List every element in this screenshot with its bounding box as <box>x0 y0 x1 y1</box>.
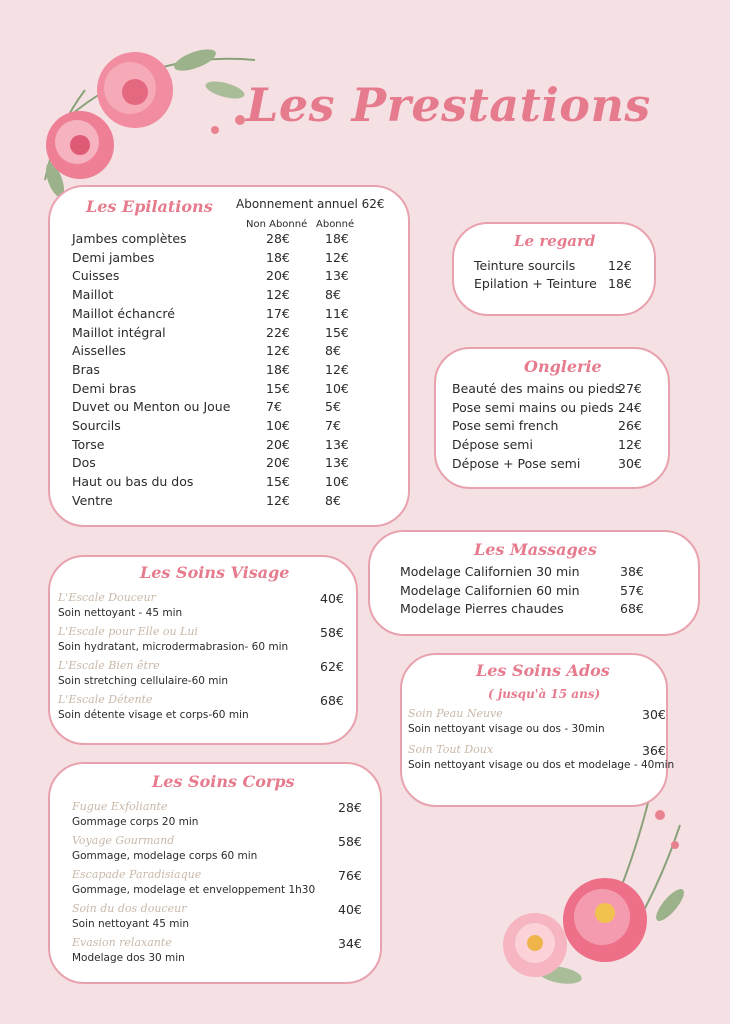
list-item <box>436 437 668 455</box>
service-label: Haut ou bas du dos <box>72 474 194 490</box>
price-non-abonne: 18€ <box>266 361 290 377</box>
price-abonne: 7€ <box>325 418 341 433</box>
col-non-abonne: Non Abonné <box>246 219 308 230</box>
service-price: 30€ <box>642 707 666 722</box>
service-price: 58€ <box>338 834 362 849</box>
service-label: Teinture sourcils <box>474 258 576 273</box>
service-name: L'Escale Douceur <box>58 591 156 604</box>
service-label: Dos <box>72 455 96 471</box>
service-name: Soin du dos douceur <box>72 902 187 915</box>
service-label: Pose semi mains ou pieds <box>452 399 614 415</box>
list-item <box>50 306 408 324</box>
price-abonne: 11€ <box>325 305 349 321</box>
service-price: 26€ <box>618 418 642 434</box>
service-description: Soin nettoyant visage ou dos et modelage - 40min <box>408 759 675 771</box>
price-abonne: 5€ <box>325 399 341 415</box>
service-description: Soin stretching cellulaire-60 min <box>58 675 229 687</box>
massages-card <box>368 530 700 636</box>
price-abonne: 13€ <box>325 436 349 452</box>
service-name: L'Escale Bien être <box>58 659 160 672</box>
service-price: 27€ <box>618 381 642 396</box>
list-item <box>454 276 654 294</box>
service-price: 28€ <box>338 800 362 815</box>
price-non-abonne: 12€ <box>266 287 290 303</box>
service-description: Gommage, modelage et enveloppement 1h30 <box>72 884 316 896</box>
service-name: Evasion relaxante <box>72 936 172 949</box>
list-item <box>370 601 698 619</box>
massages-heading: Les Massages <box>474 540 597 559</box>
price-non-abonne: 15€ <box>266 380 290 396</box>
page-title: Les Prestations <box>246 78 651 132</box>
service-label: Cuisses <box>72 268 120 284</box>
list-item <box>50 381 408 399</box>
service-description: Soin nettoyant - 45 min <box>58 607 183 619</box>
service-label: Maillot intégral <box>72 324 166 340</box>
price-abonne: 15€ <box>325 324 349 340</box>
service-label: Sourcils <box>72 418 121 433</box>
soins-corps-heading: Les Soins Corps <box>152 772 295 791</box>
service-label: Beauté des mains ou pieds <box>452 381 622 396</box>
list-item <box>370 564 698 582</box>
price-abonne: 8€ <box>325 287 341 303</box>
service-description: Soin nettoyant visage ou dos - 30min <box>408 723 605 735</box>
service-price: 57€ <box>620 582 644 598</box>
service-description: Modelage dos 30 min <box>72 952 185 964</box>
list-item <box>50 325 408 343</box>
list-item <box>50 418 408 436</box>
list-item <box>50 362 408 380</box>
service-label: Dépose + Pose semi <box>452 455 581 471</box>
list-item <box>50 231 408 249</box>
onglerie-card <box>434 347 670 489</box>
price-abonne: 12€ <box>325 249 349 265</box>
service-name: L'Escale pour Elle ou Lui <box>58 625 198 638</box>
service-description: Soin nettoyant 45 min <box>72 918 190 930</box>
list-item <box>50 287 408 305</box>
service-label: Torse <box>72 436 105 452</box>
price-non-abonne: 10€ <box>266 418 290 433</box>
price-non-abonne: 17€ <box>266 305 290 321</box>
peony-flowers-bottom-right <box>490 785 700 1005</box>
service-label: Duvet ou Menton ou Joue <box>72 399 231 415</box>
service-price: 62€ <box>320 659 344 674</box>
service-description: Soin hydratant, microdermabrasion- 60 min <box>58 641 289 653</box>
service-price: 68€ <box>620 601 644 616</box>
service-label: Maillot <box>72 287 114 303</box>
service-label: Modelage Californien 60 min <box>400 582 580 598</box>
list-item <box>50 474 408 492</box>
soins-ados-card <box>400 653 675 807</box>
service-description: Soin détente visage et corps-60 min <box>58 709 249 721</box>
list-item <box>50 399 408 417</box>
list-item <box>50 268 408 286</box>
service-price: 58€ <box>320 625 344 640</box>
epilations-card <box>48 185 410 527</box>
service-price: 40€ <box>320 591 344 606</box>
service-price: 18€ <box>608 276 632 291</box>
list-item <box>370 583 698 601</box>
list-item <box>454 258 654 276</box>
price-non-abonne: 20€ <box>266 436 290 452</box>
list-item <box>436 418 668 436</box>
service-name: Escapade Paradisiaque <box>72 868 202 881</box>
price-non-abonne: 7€ <box>266 399 282 415</box>
service-price: 12€ <box>608 258 632 273</box>
list-item <box>50 250 408 268</box>
service-label: Aisselles <box>72 343 126 359</box>
service-label: Modelage Californien 30 min <box>400 564 580 579</box>
list-item <box>50 493 408 511</box>
service-label: Demi jambes <box>72 249 155 265</box>
price-non-abonne: 12€ <box>266 492 290 508</box>
service-label: Jambes complètes <box>72 231 187 246</box>
list-item <box>436 381 668 399</box>
service-description: Gommage corps 20 min <box>72 816 199 828</box>
price-abonne: 8€ <box>325 343 341 359</box>
service-price: 30€ <box>618 455 642 471</box>
service-label: Modelage Pierres chaudes <box>400 601 564 616</box>
service-name: Fugue Exfoliante <box>72 800 168 813</box>
soins-corps-card <box>48 762 382 984</box>
service-label: Ventre <box>72 492 113 508</box>
price-non-abonne: 20€ <box>266 455 290 471</box>
price-abonne: 10€ <box>325 474 349 490</box>
regard-card <box>452 222 656 316</box>
service-name: Soin Tout Doux <box>408 743 494 756</box>
service-price: 76€ <box>338 868 362 883</box>
price-abonne: 13€ <box>325 455 349 471</box>
onglerie-heading: Onglerie <box>524 357 602 376</box>
list-item <box>50 455 408 473</box>
soins-visage-card <box>48 555 358 745</box>
service-label: Bras <box>72 361 100 377</box>
service-price: 38€ <box>620 564 644 579</box>
price-non-abonne: 28€ <box>266 231 290 246</box>
service-label: Dépose semi <box>452 437 533 453</box>
service-name: Soin Peau Neuve <box>408 707 503 720</box>
list-item <box>50 343 408 361</box>
service-price: 12€ <box>618 437 642 453</box>
service-price: 40€ <box>338 902 362 917</box>
soins-visage-heading: Les Soins Visage <box>140 563 290 582</box>
soins-ados-subheading: ( jusqu'à 15 ans) <box>488 687 601 701</box>
service-name: Voyage Gourmand <box>72 834 175 847</box>
price-abonne: 12€ <box>325 361 349 377</box>
subscription-text: Abonnement annuel 62€ <box>236 197 385 211</box>
col-abonne: Abonné <box>316 219 355 230</box>
price-abonne: 10€ <box>325 380 349 396</box>
service-label: Demi bras <box>72 380 137 396</box>
service-label: Pose semi french <box>452 418 559 434</box>
price-non-abonne: 18€ <box>266 249 290 265</box>
price-non-abonne: 15€ <box>266 474 290 490</box>
soins-ados-heading: Les Soins Ados <box>476 661 610 680</box>
list-item <box>50 437 408 455</box>
service-label: Maillot échancré <box>72 305 175 321</box>
price-abonne: 8€ <box>325 492 341 508</box>
service-price: 24€ <box>618 399 642 415</box>
price-non-abonne: 20€ <box>266 268 290 284</box>
epilations-heading: Les Epilations <box>86 197 213 216</box>
list-item <box>436 456 668 474</box>
regard-heading: Le regard <box>514 232 596 250</box>
service-name: L'Escale Détente <box>58 693 153 706</box>
service-description: Gommage, modelage corps 60 min <box>72 850 258 862</box>
list-item <box>436 400 668 418</box>
price-non-abonne: 12€ <box>266 343 290 359</box>
price-non-abonne: 22€ <box>266 324 290 340</box>
price-abonne: 13€ <box>325 268 349 284</box>
service-price: 34€ <box>338 936 362 951</box>
service-price: 36€ <box>642 743 666 758</box>
price-abonne: 18€ <box>325 231 349 246</box>
service-label: Epilation + Teinture <box>474 276 597 291</box>
service-price: 68€ <box>320 693 344 708</box>
